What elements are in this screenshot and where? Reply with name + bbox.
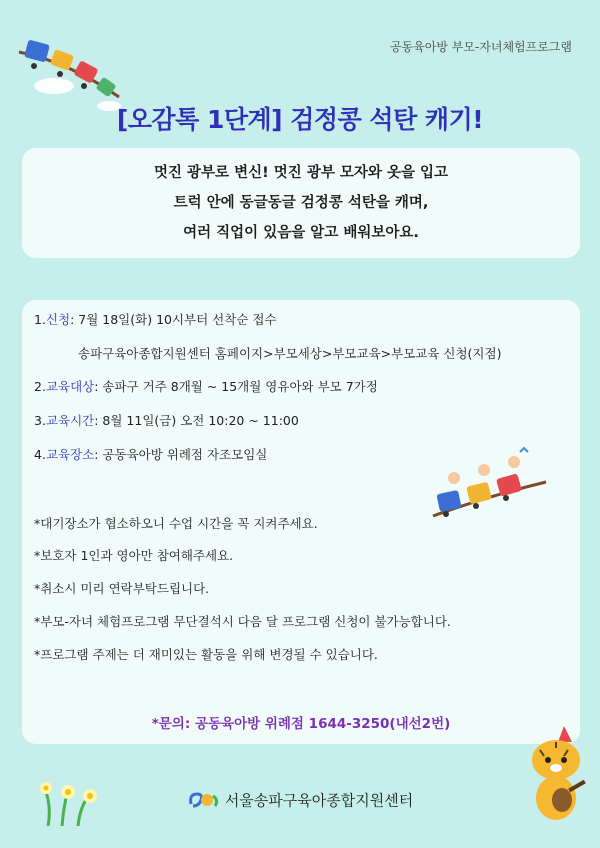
note-item: *대기장소가 협소하오니 수업 시간을 꼭 지켜주세요. <box>34 516 318 531</box>
program-label: 공동육아방 부모-자녀체험프로그램 <box>389 40 572 54</box>
footer-organization <box>0 788 600 812</box>
target-row <box>34 377 378 395</box>
note-item: *취소시 미리 연락부탁드립니다. <box>34 581 210 596</box>
time-row <box>34 411 299 429</box>
intro-line: 여러 직업이 있음을 알고 배워보아요. <box>183 225 419 241</box>
place-row <box>34 445 267 463</box>
apply-path: 송파구육아종합지원센터 홈페이지>부모세상>부모교육>부모교육 신청(지점) <box>78 346 502 361</box>
intro-line: 멋진 광부로 변신! 멋진 광부 모자와 옷을 입고 <box>153 165 449 181</box>
toy-train-illustration <box>14 22 124 112</box>
intro-card <box>22 148 580 258</box>
intro-line: 트럭 안에 동글동글 검정콩 석탄을 캐며, <box>173 195 429 211</box>
organization-logo-icon <box>187 788 221 812</box>
toy-train-illustration <box>428 446 548 526</box>
item-key: 교육장소 <box>45 447 95 462</box>
note-item: *프로그램 주제는 더 재미있는 활동을 위해 변경될 수 있습니다. <box>34 647 378 662</box>
note-item: *보호자 1인과 영아만 참여해주세요. <box>34 548 234 563</box>
item-key: 신청 <box>45 312 71 327</box>
item-value: : 7월 18일(화) 10시부터 선착순 접수 <box>70 312 277 327</box>
item-number: 1. <box>34 312 46 327</box>
note-item: *부모-자녀 체험프로그램 무단결석시 다음 달 프로그램 신청이 불가능합니다. <box>34 614 451 629</box>
item-value: : 공동육아방 위례점 자조모임실 <box>94 447 268 462</box>
item-value: : 8월 11일(금) 오전 10:20 ~ 11:00 <box>94 413 299 428</box>
page-title: [오감톡 1단계] 검정콩 석탄 캐기! <box>116 105 484 134</box>
item-value: : 송파구 거주 8개월 ~ 15개월 영유아와 부모 7가정 <box>94 379 378 394</box>
item-key: 교육대상 <box>45 379 95 394</box>
contact-info: *문의: 공동육아방 위례점 1644-3250(내선2번) <box>151 716 451 732</box>
apply-row <box>34 310 277 328</box>
item-number: 4. <box>34 447 46 462</box>
item-number: 3. <box>34 413 46 428</box>
item-number: 2. <box>34 379 46 394</box>
item-key: 교육시간 <box>45 413 95 428</box>
organization-name: 서울송파구육아종합지원센터 <box>224 791 414 810</box>
